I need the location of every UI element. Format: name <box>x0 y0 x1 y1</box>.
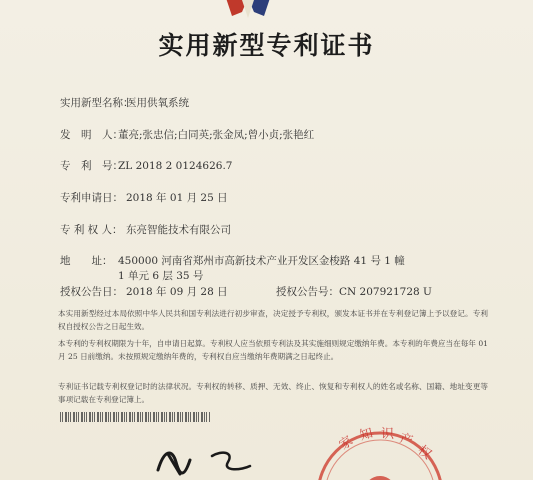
pub-number-row <box>276 284 432 299</box>
emblem-icon <box>218 0 278 20</box>
paragraph-register: 专利证书记载专利权登记时的法律状况。专利权的转移、质押、无效、终止、恢复和专利权人的姓名或名称、国籍、地址变更等事项记载在专利登记簿上。 <box>58 382 488 404</box>
owner-row <box>60 222 231 237</box>
apply-date-value: 2018 年 01 月 25 日 <box>126 192 228 204</box>
svg-text:权: 权 <box>414 442 434 463</box>
patent-number-value: ZL 2018 2 0124626.7 <box>118 160 233 172</box>
inventor-row <box>60 127 314 142</box>
pub-date-label: 授权公告日： <box>60 286 123 298</box>
pub-number-label: 授权公告号： <box>276 286 339 298</box>
paragraph-grant: 本实用新型经过本局依照中华人民共和国专利法进行初步审查，决定授予专利权，颁发本证书并在专利登记簿上予以登记。专利权自授权公告之日起生效。 <box>58 309 488 331</box>
svg-text:家: 家 <box>336 433 356 454</box>
svg-text:知: 知 <box>358 426 375 444</box>
address-line1: 450000 河南省郑州市高新技术产业开发区金梭路 41 号 1 幢 <box>118 255 405 267</box>
barcode <box>60 412 210 422</box>
owner-value: 东亮智能技术有限公司 <box>126 224 231 236</box>
inventor-value: 董亮;张忠信;白同英;张金凤;曾小贞;张艳红 <box>118 129 315 141</box>
inventor-label: 发 明 人： <box>60 129 123 141</box>
svg-text:产: 产 <box>397 431 415 450</box>
patent-number-label: 专 利 号： <box>60 160 123 172</box>
svg-text:识: 识 <box>381 427 395 442</box>
owner-label: 专 利 权 人： <box>60 224 123 236</box>
pub-date-value: 2018 年 09 月 28 日 <box>126 286 228 298</box>
apply-date-row <box>60 190 228 205</box>
pub-number-value: CN 207921728 U <box>339 286 432 298</box>
utility-name-row <box>60 95 189 110</box>
official-seal <box>305 420 455 480</box>
utility-name-label: 实用新型名称： <box>60 97 134 109</box>
patent-number-row <box>60 158 232 173</box>
paragraph-term: 本专利的专利权期限为十年，自申请日起算。专利权人应当依照专利法及其实施细则规定缴纳年费。本专利的年费应当在每年 01 月 25 日前缴纳。未按照规定缴纳年费的，专利权自应当缴纳年费期满之日起终止。 <box>58 339 488 361</box>
certificate-title: 实用新型专利证书 <box>158 31 375 60</box>
pub-date-row <box>60 284 228 299</box>
address-row <box>60 253 405 268</box>
apply-date-label: 专利申请日： <box>60 192 123 204</box>
utility-name-value: 医用供氧系统 <box>126 97 189 109</box>
address-label: 地 址： <box>60 255 113 267</box>
signature <box>150 440 260 480</box>
address-line2: 1 单元 6 层 35 号 <box>118 270 204 282</box>
